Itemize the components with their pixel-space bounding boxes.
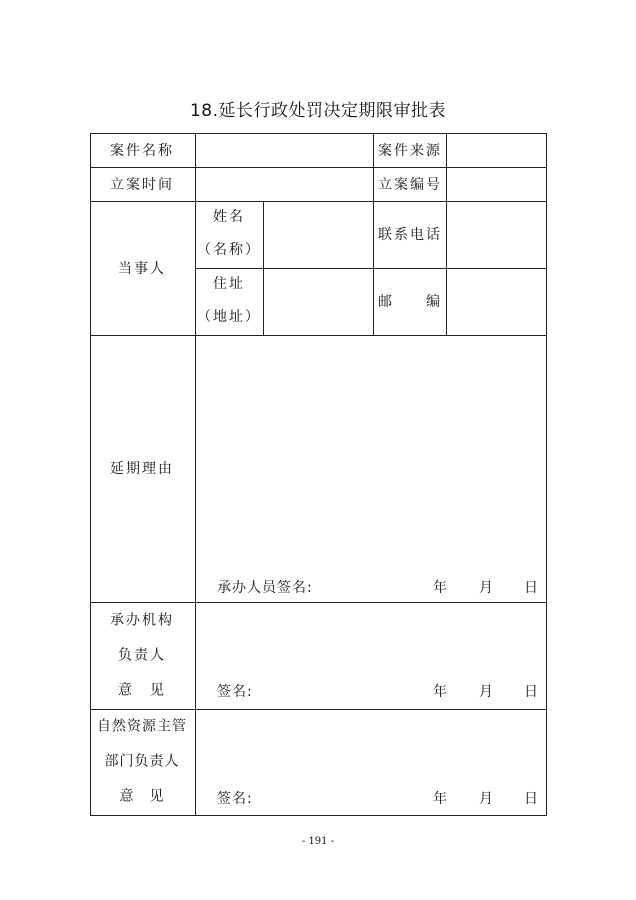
column-line: [263, 201, 264, 335]
table-border-bottom: [90, 815, 547, 816]
agency-label: [110, 604, 174, 709]
agency-signature-label: 签名:: [217, 684, 253, 700]
address-label: [197, 268, 261, 334]
department-label-line-3: 意 见: [119, 788, 165, 805]
page-number: - 191 -: [301, 836, 335, 847]
address-label-line-1: 住址: [213, 276, 245, 292]
table-border-left: [90, 133, 91, 816]
department-label-line-1: 自然资源主管: [97, 718, 187, 735]
column-line: [446, 133, 447, 335]
column-line: [195, 133, 196, 816]
name-label: [197, 201, 261, 267]
agency-label-line-2: 负责人: [118, 647, 166, 664]
phone-label: 联系电话: [378, 227, 442, 243]
table-border-right: [546, 133, 547, 816]
department-label: [97, 710, 187, 815]
reason-month-label: 月: [479, 580, 493, 596]
table-border-top: [90, 133, 547, 134]
party-label: 当事人: [118, 261, 166, 277]
name-label-line-2: （名称）: [197, 242, 261, 258]
agency-label-line-3: 意 见: [118, 682, 166, 699]
agency-year-label: 年: [433, 684, 447, 700]
reason-year-label: 年: [433, 580, 447, 596]
address-label-line-2: （地址）: [197, 309, 261, 325]
department-signature-label: 签名:: [217, 791, 253, 807]
agency-day-label: 日: [524, 684, 538, 700]
document-title: 18.延长行政处罚决定期限审批表: [189, 101, 447, 121]
reason-day-label: 日: [524, 580, 538, 596]
name-label-line-1: 姓名: [213, 209, 245, 225]
department-year-label: 年: [433, 791, 447, 807]
department-month-label: 月: [479, 791, 493, 807]
filing-number-label: 立案编号: [378, 177, 442, 193]
case-source-label: 案件来源: [378, 143, 442, 159]
filing-time-label: 立案时间: [110, 177, 174, 193]
department-day-label: 日: [524, 791, 538, 807]
case-name-label: 案件名称: [110, 143, 174, 159]
agency-label-line-1: 承办机构: [110, 612, 174, 629]
row-line: [90, 335, 547, 336]
approval-form-table: [90, 133, 547, 816]
reason-label: 延期理由: [110, 461, 174, 477]
postcode-label: 邮 编: [378, 294, 442, 310]
row-line: [90, 167, 547, 168]
agency-month-label: 月: [479, 684, 493, 700]
reason-signature-label: 承办人员签名:: [217, 580, 313, 596]
department-label-line-2: 部门负责人: [104, 753, 180, 770]
row-line: [90, 201, 547, 202]
column-line: [373, 133, 374, 335]
